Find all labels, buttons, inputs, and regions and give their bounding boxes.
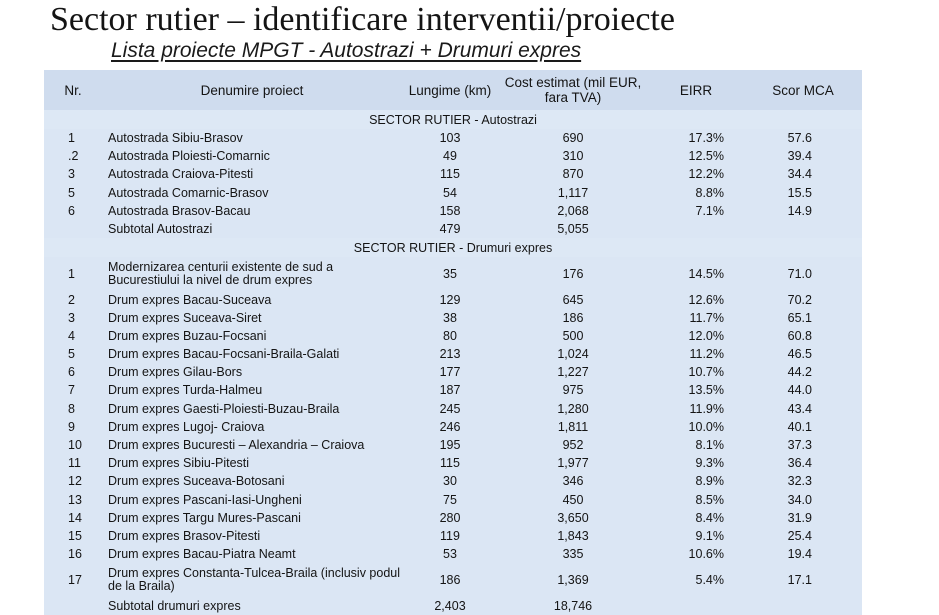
cell-eirr: 8.4% [695,510,724,525]
cell-length: 246 [439,419,461,434]
cell-name: Drum expres Bucuresti – Alexandria – Craiova [108,438,365,453]
page-subtitle: Lista proiecte MPGT - Autostrazi + Drumuri expres [111,39,582,62]
cell-mca: 17.1 [787,572,812,587]
cell-name: Autostrada Sibiu-Brasov [108,131,243,146]
cell-length: 129 [439,292,461,307]
cell-cost: 3,650 [557,510,589,525]
cell-length: 38 [443,310,457,325]
cell-nr: 6 [68,203,75,218]
header-cost [498,70,648,110]
section-header-row [44,238,862,257]
header-cost-line1: Cost estimat (mil EUR, [504,75,642,90]
table-row [44,345,862,363]
cell-eirr: 11.7% [689,310,724,325]
cell-cost: 1,227 [557,365,589,380]
cell-length: 54 [443,185,457,200]
table-row [44,257,862,290]
cell-nr: 2 [68,292,75,307]
cell-nr: 11 [68,456,81,471]
cell-nr: 12 [68,474,82,489]
cell-name: Autostrada Brasov-Bacau [108,203,251,218]
cell-mca: 19.4 [787,547,812,562]
cell-eirr: 8.8% [695,185,724,200]
cell-length: 49 [443,149,457,164]
cell-mca: 25.4 [787,528,812,543]
subtotal-length: 479 [439,222,461,237]
cell-length: 187 [439,383,461,398]
cell-nr: 4 [68,328,75,343]
header-mca: Scor MCA [744,70,862,110]
cell-nr: 3 [68,167,75,182]
cell-eirr: 12.6% [688,292,724,307]
cell-length: 195 [439,438,461,453]
cell-nr: 8 [68,401,75,416]
cell-mca: 46.5 [787,347,812,362]
table-row [44,436,862,454]
cell-name: Drum expres Brasov-Pitesti [108,528,261,543]
cell-length: 80 [443,328,457,343]
cell-length: 30 [443,474,457,489]
subtotal-cost: 5,055 [557,222,589,237]
cell-nr: 14 [68,510,82,525]
cell-mca: 44.2 [787,365,812,380]
cell-nr: 17 [68,572,82,587]
cell-cost: 645 [562,292,584,307]
table-row [44,290,862,308]
cell-length: 245 [439,401,461,416]
table-row [44,184,862,202]
cell-nr: 16 [68,547,82,562]
cell-mca: 37.3 [787,438,812,453]
cell-eirr: 11.2% [689,347,724,362]
cell-eirr: 8.5% [695,492,724,507]
table-row [44,491,862,509]
cell-cost: 2,068 [557,203,589,218]
cell-mca: 31.9 [787,510,812,525]
table-row [44,363,862,381]
cell-length: 75 [443,492,457,507]
subtotal-label: Subtotal Autostrazi [108,222,213,237]
cell-nr: 6 [68,365,75,380]
cell-cost: 1,024 [557,347,589,362]
cell-mca: 44.0 [787,383,812,398]
cell-name: Drum expres Constanta-Tulcea-Braila (inclusiv podul de la Braila) [108,565,401,593]
cell-length: 115 [440,456,460,471]
cell-nr: 10 [68,438,82,453]
cell-eirr: 12.0% [688,328,724,343]
cell-cost: 975 [562,383,584,398]
table-row [44,454,862,472]
cell-eirr: 7.1% [695,203,724,218]
cell-eirr: 12.5% [688,149,724,164]
cell-cost: 335 [562,547,584,562]
cell-name: Autostrada Craiova-Pitesti [108,167,254,182]
cell-mca: 34.4 [787,167,812,182]
cell-mca: 39.4 [787,149,812,164]
page-title: Sector rutier – identificare interventii/proiecte [50,1,675,38]
cell-nr: 5 [68,185,75,200]
cell-cost: 870 [562,167,584,182]
cell-cost: 346 [562,474,584,489]
cell-length: 158 [439,203,461,218]
cell-eirr [648,596,744,615]
cell-length: 115 [440,167,460,182]
cell-mca: 65.1 [787,310,812,325]
header-name: Denumire proiect [102,70,402,110]
cell-name: Drum expres Bacau-Suceava [108,292,272,307]
cell-eirr: 14.5% [688,266,724,281]
cell-mca: 15.5 [787,185,812,200]
cell-name: Modernizarea centurii existente de sud a Bucurestiului la nivel de drum expres [108,259,334,287]
cell-mca [744,220,862,239]
cell-mca: 57.6 [787,131,812,146]
table-row [44,381,862,399]
cell-mca: 70.2 [787,292,812,307]
cell-cost: 1,843 [557,528,589,543]
section-header-row [44,110,862,129]
table-row [44,129,862,147]
table-row [44,509,862,527]
header-length: Lungime (km) [402,70,498,110]
cell-cost: 450 [562,492,584,507]
cell-name: Drum expres Sibiu-Pitesti [108,456,250,471]
subtotal-label: Subtotal drumuri expres [108,598,241,613]
cell-cost: 952 [562,438,584,453]
cell-eirr: 10.0% [688,419,724,434]
cell-nr: 7 [68,383,75,398]
table-row [44,545,862,563]
header-cost-line2: fara TVA) [544,90,602,105]
section-label: SECTOR RUTIER - Drumuri expres [44,238,862,257]
projects-table-panel [44,70,862,615]
cell-nr: 1 [68,131,75,146]
cell-length: 119 [440,528,460,543]
cell-cost: 310 [562,149,584,164]
cell-cost: 690 [562,131,584,146]
cell-name: Autostrada Comarnic-Brasov [108,185,269,200]
table-row [44,327,862,345]
cell-mca: 43.4 [787,401,812,416]
cell-length: 186 [439,572,461,587]
cell-name: Drum expres Targu Mures-Pascani [108,510,301,525]
table-row [44,400,862,418]
cell-eirr: 10.6% [688,547,724,562]
cell-nr [44,220,102,239]
projects-table [44,70,862,615]
cell-name: Drum expres Suceava-Siret [108,310,262,325]
cell-eirr: 8.1% [695,438,724,453]
table-row [44,202,862,220]
cell-mca: 34.0 [787,492,812,507]
table-body [44,110,862,615]
table-row [44,165,862,183]
cell-eirr [648,220,744,239]
table-row [44,563,862,596]
cell-name: Autostrada Ploiesti-Comarnic [108,149,270,164]
cell-mca: 36.4 [787,456,812,471]
cell-mca: 32.3 [787,474,812,489]
cell-nr: 15 [68,528,82,543]
cell-nr [44,596,102,615]
table-row [44,418,862,436]
cell-length: 177 [439,365,461,380]
cell-length: 213 [439,347,461,362]
cell-cost: 186 [562,310,584,325]
table-row [44,472,862,490]
cell-name: Drum expres Turda-Halmeu [108,383,263,398]
cell-name: Drum expres Bacau-Focsani-Braila-Galati [108,347,340,362]
cell-name: Drum expres Suceava-Botosani [108,474,285,489]
cell-name: Drum expres Lugoj- Craiova [108,419,265,434]
cell-eirr: 12.2% [688,167,724,182]
cell-eirr: 11.9% [689,401,724,416]
subtotal-row [44,596,862,615]
cell-mca [744,596,862,615]
cell-name: Drum expres Gaesti-Ploiesti-Buzau-Braila [108,401,340,416]
cell-eirr: 9.3% [695,456,724,471]
cell-cost: 1,369 [557,572,589,587]
cell-eirr: 5.4% [695,572,724,587]
cell-length: 280 [439,510,461,525]
cell-cost: 1,280 [557,401,589,416]
cell-nr: 3 [68,310,75,325]
cell-name: Drum expres Buzau-Focsani [108,328,267,343]
cell-length: 103 [439,131,461,146]
cell-mca: 71.0 [787,266,812,281]
cell-cost: 1,811 [557,419,589,434]
cell-eirr: 13.5% [688,383,724,398]
header-nr: Nr. [44,70,102,110]
cell-cost: 1,117 [557,185,589,200]
cell-nr: 9 [68,419,75,434]
cell-cost: 500 [562,328,584,343]
table-header-row [44,70,862,110]
table-row [44,147,862,165]
cell-nr: 5 [68,347,75,362]
cell-nr: .2 [68,149,79,164]
cell-eirr: 8.9% [695,474,724,489]
cell-mca: 14.9 [787,203,812,218]
cell-length: 53 [443,547,457,562]
cell-eirr: 17.3% [688,131,724,146]
subtotal-row [44,220,862,239]
cell-length: 35 [443,266,457,281]
cell-name: Drum expres Pascani-Iasi-Ungheni [108,492,302,507]
cell-mca: 40.1 [787,419,812,434]
subtotal-cost: 18,746 [553,598,593,613]
subtotal-length: 2,403 [434,598,466,613]
cell-name: Drum expres Gilau-Bors [108,365,243,380]
cell-nr: 1 [68,266,75,281]
table-row [44,527,862,545]
section-label: SECTOR RUTIER - Autostrazi [44,110,862,129]
cell-eirr: 9.1% [695,528,724,543]
cell-cost: 1,977 [557,456,589,471]
cell-eirr: 10.7% [688,365,724,380]
cell-name: Drum expres Bacau-Piatra Neamt [108,547,296,562]
cell-mca: 60.8 [787,328,812,343]
cell-cost: 176 [562,266,584,281]
header-eirr: EIRR [648,70,744,110]
cell-nr: 13 [68,492,82,507]
table-row [44,309,862,327]
